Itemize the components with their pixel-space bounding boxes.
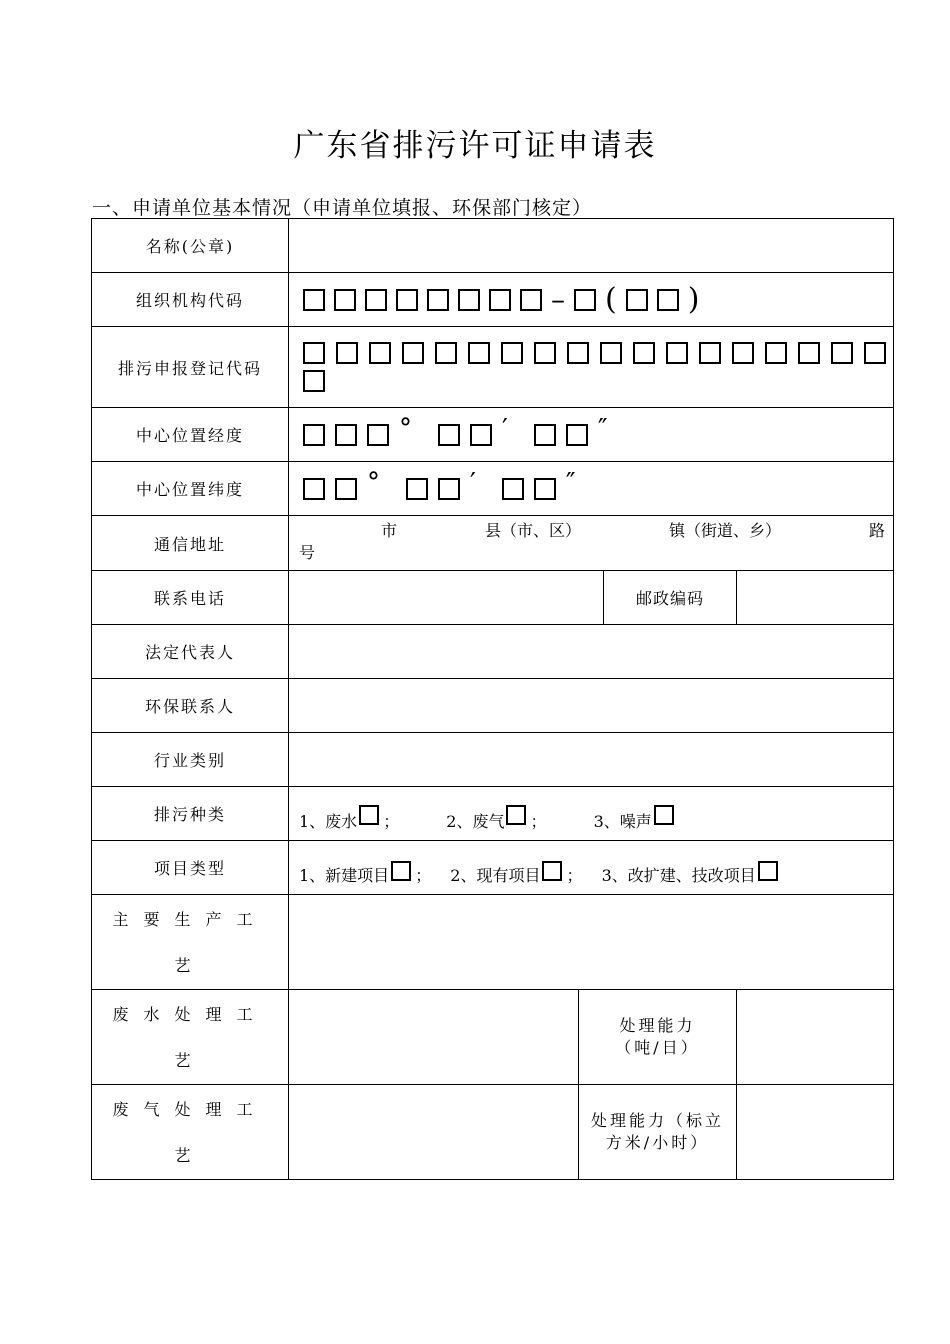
longitude-minute-box[interactable] bbox=[438, 424, 460, 446]
longitude-degree-box[interactable] bbox=[367, 424, 389, 446]
close-paren: ) bbox=[687, 281, 700, 317]
wastegas-capacity-label bbox=[579, 1085, 737, 1180]
wastegas-process-field[interactable] bbox=[289, 1085, 579, 1180]
pollution-type-field bbox=[289, 787, 894, 841]
discharge-code-box[interactable] bbox=[864, 342, 886, 364]
label-org-code: 组织机构代码 bbox=[92, 273, 289, 327]
longitude-degree-box[interactable] bbox=[303, 424, 325, 446]
wastewater-capacity-label bbox=[579, 990, 737, 1085]
wastewater-process-field[interactable] bbox=[289, 990, 579, 1085]
row-latitude bbox=[92, 462, 894, 516]
label-legal-rep: 法定代表人 bbox=[92, 625, 289, 679]
row-project-type bbox=[92, 841, 894, 895]
row-phone bbox=[92, 571, 894, 625]
row-env-contact bbox=[92, 679, 894, 733]
wastegas-capacity-line1: 处理能力（标立 bbox=[590, 1111, 724, 1130]
wastewater-checkbox[interactable] bbox=[359, 805, 379, 825]
second-mark: ″ bbox=[597, 413, 608, 444]
wastewater-capacity-field[interactable] bbox=[737, 990, 894, 1085]
row-discharge-code bbox=[92, 327, 894, 408]
discharge-code-box[interactable] bbox=[468, 342, 490, 364]
option-wastegas-label: 2、废气 bbox=[446, 812, 505, 831]
org-code-box[interactable] bbox=[458, 289, 480, 311]
address-field[interactable] bbox=[289, 516, 894, 571]
label-name: 名称(公章) bbox=[92, 219, 289, 273]
separator: ； bbox=[415, 866, 432, 885]
discharge-code-box[interactable] bbox=[699, 342, 721, 364]
dash-mark: – bbox=[551, 282, 565, 316]
discharge-code-box[interactable] bbox=[369, 342, 391, 364]
longitude-field bbox=[289, 408, 894, 462]
second-mark: ″ bbox=[565, 467, 576, 498]
row-legal-rep bbox=[92, 625, 894, 679]
org-code-check-box[interactable] bbox=[574, 289, 596, 311]
wastegas-checkbox[interactable] bbox=[506, 805, 526, 825]
org-code-box[interactable] bbox=[365, 289, 387, 311]
address-town: 镇（街道、乡） bbox=[669, 521, 782, 540]
org-code-suffix-box[interactable] bbox=[626, 289, 648, 311]
row-main-process bbox=[92, 895, 894, 990]
label-wastegas-line1: 废气处理工 bbox=[112, 1100, 268, 1119]
label-industry: 行业类别 bbox=[92, 733, 289, 787]
label-main-process-line1: 主要生产工 bbox=[112, 910, 268, 929]
section-heading: 一、申请单位基本情况（申请单位填报、环保部门核定） bbox=[92, 197, 593, 219]
existing-project-checkbox[interactable] bbox=[542, 861, 562, 881]
legal-rep-field[interactable] bbox=[289, 625, 894, 679]
org-code-field bbox=[289, 273, 894, 327]
wastegas-capacity-line2: 方米/小时） bbox=[605, 1133, 710, 1152]
wastewater-capacity-line1: 处理能力 bbox=[619, 1016, 696, 1035]
latitude-minute-box[interactable] bbox=[438, 478, 460, 500]
longitude-second-box[interactable] bbox=[534, 424, 556, 446]
option-expansion-project-label: 3、改扩建、技改项目 bbox=[601, 866, 756, 885]
label-wastewater-line1: 废水处理工 bbox=[112, 1005, 268, 1024]
discharge-code-field bbox=[289, 327, 894, 408]
discharge-code-box[interactable] bbox=[600, 342, 622, 364]
row-longitude bbox=[92, 408, 894, 462]
latitude-degree-box[interactable] bbox=[303, 478, 325, 500]
expansion-project-checkbox[interactable] bbox=[758, 861, 778, 881]
label-phone: 联系电话 bbox=[92, 571, 289, 625]
main-process-field[interactable] bbox=[289, 895, 894, 990]
address-city: 市 bbox=[381, 521, 398, 540]
industry-field[interactable] bbox=[289, 733, 894, 787]
discharge-code-box[interactable] bbox=[435, 342, 457, 364]
latitude-second-box[interactable] bbox=[534, 478, 556, 500]
org-code-box[interactable] bbox=[334, 289, 356, 311]
org-code-box[interactable] bbox=[520, 289, 542, 311]
label-latitude: 中心位置纬度 bbox=[92, 462, 289, 516]
row-name bbox=[92, 219, 894, 273]
minute-mark: ′ bbox=[470, 467, 476, 498]
latitude-second-box[interactable] bbox=[502, 478, 524, 500]
label-wastegas-line2: 艺 bbox=[174, 1146, 206, 1165]
wastewater-capacity-line2: （吨/日） bbox=[615, 1038, 700, 1057]
separator: ； bbox=[383, 812, 400, 831]
discharge-code-box[interactable] bbox=[633, 342, 655, 364]
org-code-box[interactable] bbox=[396, 289, 418, 311]
address-number: 号 bbox=[299, 543, 316, 562]
noise-checkbox[interactable] bbox=[654, 805, 674, 825]
label-wastewater-line2: 艺 bbox=[174, 1051, 206, 1070]
env-contact-field[interactable] bbox=[289, 679, 894, 733]
org-code-box[interactable] bbox=[489, 289, 511, 311]
row-pollution-type bbox=[92, 787, 894, 841]
name-field[interactable] bbox=[289, 219, 894, 273]
wastegas-capacity-field[interactable] bbox=[737, 1085, 894, 1180]
row-industry bbox=[92, 733, 894, 787]
option-new-project-label: 1、新建项目 bbox=[299, 866, 390, 885]
separator: ； bbox=[530, 812, 547, 831]
label-postal: 邮政编码 bbox=[604, 571, 737, 625]
discharge-code-box[interactable] bbox=[303, 370, 325, 392]
longitude-minute-box[interactable] bbox=[470, 424, 492, 446]
label-project-type: 项目类型 bbox=[92, 841, 289, 895]
minute-mark: ′ bbox=[502, 413, 508, 444]
discharge-code-box[interactable] bbox=[501, 342, 523, 364]
option-noise-label: 3、噪声 bbox=[593, 812, 652, 831]
label-wastegas-process bbox=[92, 1085, 289, 1180]
label-env-contact: 环保联系人 bbox=[92, 679, 289, 733]
discharge-code-box[interactable] bbox=[402, 342, 424, 364]
discharge-code-box[interactable] bbox=[798, 342, 820, 364]
label-wastewater-process bbox=[92, 990, 289, 1085]
org-code-suffix-box[interactable] bbox=[657, 289, 679, 311]
longitude-second-box[interactable] bbox=[566, 424, 588, 446]
row-address bbox=[92, 516, 894, 571]
label-longitude: 中心位置经度 bbox=[92, 408, 289, 462]
discharge-code-box[interactable] bbox=[831, 342, 853, 364]
discharge-code-box[interactable] bbox=[765, 342, 787, 364]
degree-mark: ° bbox=[367, 467, 380, 498]
address-road: 路 bbox=[869, 521, 886, 540]
label-discharge-code: 排污申报登记代码 bbox=[92, 327, 289, 408]
address-county: 县（市、区） bbox=[485, 521, 582, 540]
latitude-minute-box[interactable] bbox=[406, 478, 428, 500]
discharge-code-box[interactable] bbox=[732, 342, 754, 364]
option-wastewater-label: 1、废水 bbox=[299, 812, 358, 831]
latitude-field bbox=[289, 462, 894, 516]
discharge-code-box[interactable] bbox=[534, 342, 556, 364]
discharge-code-box[interactable] bbox=[303, 342, 325, 364]
org-code-box[interactable] bbox=[427, 289, 449, 311]
discharge-code-box[interactable] bbox=[567, 342, 589, 364]
new-project-checkbox[interactable] bbox=[391, 861, 411, 881]
postal-field[interactable] bbox=[737, 571, 894, 625]
row-wastegas-process bbox=[92, 1085, 894, 1180]
page-title: 广东省排污许可证申请表 bbox=[293, 128, 657, 164]
discharge-code-box[interactable] bbox=[336, 342, 358, 364]
application-form-table bbox=[91, 218, 894, 1180]
longitude-degree-box[interactable] bbox=[335, 424, 357, 446]
row-org-code bbox=[92, 273, 894, 327]
label-main-process bbox=[92, 895, 289, 990]
discharge-code-box[interactable] bbox=[666, 342, 688, 364]
row-wastewater-process bbox=[92, 990, 894, 1085]
phone-field[interactable] bbox=[289, 571, 604, 625]
latitude-degree-box[interactable] bbox=[335, 478, 357, 500]
label-pollution-type: 排污种类 bbox=[92, 787, 289, 841]
org-code-box[interactable] bbox=[303, 289, 325, 311]
project-type-field bbox=[289, 841, 894, 895]
option-existing-project-label: 2、现有项目 bbox=[450, 866, 541, 885]
label-main-process-line2: 艺 bbox=[174, 956, 206, 975]
separator: ； bbox=[566, 866, 583, 885]
label-address: 通信地址 bbox=[92, 516, 289, 571]
degree-mark: ° bbox=[399, 413, 412, 444]
open-paren: ( bbox=[605, 281, 617, 317]
